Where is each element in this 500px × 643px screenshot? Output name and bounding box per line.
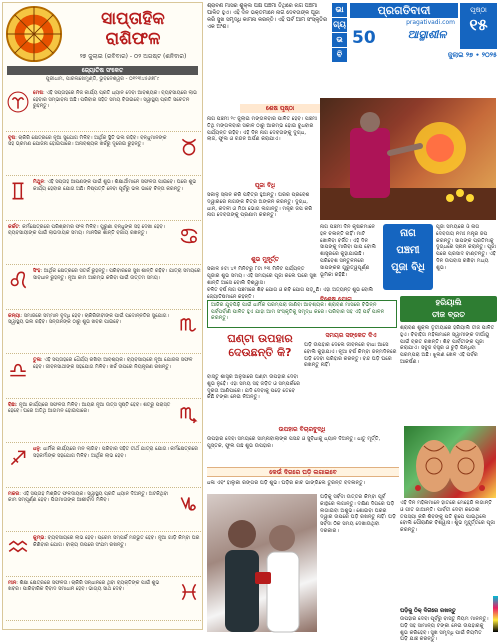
- section-tags: [332, 3, 348, 65]
- article-body: ନାଗ ପଞ୍ଚମୀ ଦିନ କୃଷକମାନେ ହଳ ଚଳାନ୍ତି ନାହିଁ। ମାଟି ଖୋଳିବା ବର୍ଜିତ। ଏହି ଦିନ ସାପଙ୍କୁ ମାରିବା ପାପ ବୋଲି ଶାସ୍ତ୍ରରେ କୁହାଯାଇଛି। ପରିବେଶ ସନ୍ତୁଳନରେ ସାପଙ୍କର ଗୁରୁତ୍ୱପୂର୍ଣ୍ଣ ଭୂମିକା ରହିଛି।: [320, 224, 377, 278]
- sign-item: ସିଂହ: ଆର୍ଥିକ କ୍ଷେତ୍ରରେ ସତର୍କ ରୁହନ୍ତୁ। ପରିବାରରେ ସୁଖ ଶାନ୍ତି ରହିବ। ଯାତ୍ରା ସମୟରେ ସାବଧାନ ରୁହନ୍ତୁ। ନୂଆ କାମ ଆରମ୍ଭ କରିବା ପାଇଁ ଉତ୍ତମ ସମୟ।: [6, 265, 201, 310]
- issue-date: ଜୁଲାଇ ୨୭ • ୨୦୨୫: [447, 51, 497, 59]
- clock-gift-subhead: ଉପହାର ବିଚାରବୁଦ୍ଧି: [278, 426, 326, 433]
- sign-item: ମୀନ: ଶିକ୍ଷା କ୍ଷେତ୍ରରେ ସଫଳତା। ଚାକିରି ସନ୍ଧାନରେ ଥିବା ବ୍ୟକ୍ତିଙ୍କ ପାଇଁ ଶୁଭ ଖବର। ପାରିବାରିକ ବିବାଦ ସମାଧାନ ହେବ। ଭାଗ୍ୟ ସାଥ ଦେବ।: [6, 577, 201, 622]
- sign-text: ବ୍ୟବସାୟରେ ଲାଭ ହେବ। ପ୍ରେମ ସମ୍ପର୍କ ମଜଭୁତ ହେବ। ନୂଆ ଗାଡ଼ି କିମ୍ବା ଘର କିଣିବାର ଯୋଗ। ବାକ୍ୟ ଉପରେ ସଂଯମ ରଖନ୍ତୁ।: [33, 535, 200, 548]
- mehendi-illustration: [404, 426, 496, 498]
- sign-text: ଶିକ୍ଷା କ୍ଷେତ୍ରରେ ସଫଳତା। ଚାକିରି ସନ୍ଧାନରେ ଥିବା ବ୍ୟକ୍ତିଙ୍କ ପାଇଁ ଶୁଭ ଖବର। ପାରିବାରିକ ବିବାଦ ସମାଧାନ ହେବ। ଭାଗ୍ୟ ସାଥ ଦେବ।: [8, 579, 160, 593]
- puja-photo: [320, 98, 496, 220]
- clock-gift-body: ଧଳା ଏବଂ ହାଲୁକା ରଙ୍ଗର ଘଡ଼ି ଶୁଭ। ଘଡ଼ିର କାଚ ଭାଙ୍ଗିଲେ ତୁରନ୍ତ ବଦଳାନ୍ତୁ।: [207, 480, 366, 486]
- sign-text: ଏହି ସପ୍ତାହ ମିଶ୍ରିତ ଫଳଦାୟକ। ସ୍ୱାସ୍ଥ୍ୟ ପ୍ରତି ଧ୍ୟାନ ଦିଅନ୍ତୁ। ଅଟକିଥିବା କାମ ସମ୍ପୂର୍ଣ୍ଣ ହେବ। ପିତାମାତାଙ୍କ ଆଶୀର୍ବାଦ ମିଳିବ।: [8, 490, 169, 504]
- hariyali-line1: ହରିୟାଲି: [435, 298, 462, 307]
- sign-name: ମୀନ: [8, 579, 17, 586]
- sign-item: ବିଛା: ନୂଆ କାର୍ଯ୍ୟରେ ସଫଳତା ମିଳିବ। ଆୟର ନୂଆ ଉତ୍ସ ସୃଷ୍ଟି ହେବ। ଶତ୍ରୁ ପରାସ୍ତ ହେବେ। ଘରେ ଅତିଥି ଆଗମନ ହୋଇପାରେ।: [6, 399, 201, 444]
- aquarius-icon: [7, 536, 29, 558]
- nag-line3: ପୂଜା ବିଧି: [391, 262, 425, 273]
- sign-text: ସମାଜରେ ସମ୍ମାନ ବୃଦ୍ଧି ହେବ। ଚାକିରିଜୀବୀଙ୍କ ପାଇଁ ପଦୋନ୍ନତିର ସୁଯୋଗ। ସ୍ୱାସ୍ଥ୍ୟ ଭଲ ରହିବ। ସନ୍ତାନଙ୍କ ଠାରୁ ଶୁଭ ଖବର ପାଇବେ।: [8, 312, 169, 326]
- horoscope-title: [67, 9, 199, 49]
- horoscope-title-line2: ରାଶିଫଳ: [105, 29, 161, 49]
- sign-name: ମିଥୁନ: [33, 179, 44, 185]
- sign-item: ମକର: ଏହି ସପ୍ତାହ ମିଶ୍ରିତ ଫଳଦାୟକ। ସ୍ୱାସ୍ଥ୍ୟ ପ୍ରତି ଧ୍ୟାନ ଦିଅନ୍ତୁ। ଅଟକିଥିବା କାମ ସମ୍ପୂର୍ଣ୍ଣ ହେବ। ପିତାମାତାଙ୍କ ଆଶୀର୍ବାଦ ମିଳିବ।: [6, 488, 201, 533]
- sign-text: ଏହି ସପ୍ତାହରେ ଧୈର୍ଯ୍ୟ ରଖିବା ଆବଶ୍ୟକ। ବ୍ୟବସାୟରେ ନୂଆ ଯୋଜନା ସଫଳ ହେବ। ଜୀବନସାଥୀଙ୍କ ସହଯୋଗ ମିଳିବ। ଖର୍ଚ୍ଚ ଉପରେ ନିୟନ୍ତ୍ରଣ ରଖନ୍ତୁ।: [33, 357, 193, 370]
- sign-item: ତୁଳା: ଏହି ସପ୍ତାହରେ ଧୈର୍ଯ୍ୟ ରଖିବା ଆବଶ୍ୟକ। ବ୍ୟବସାୟରେ ନୂଆ ଯୋଜନା ସଫଳ ହେବ। ଜୀବନସାଥୀଙ୍କ ସହଯୋଗ ମିଳିବ। ଖର୍ଚ୍ଚ ଉପରେ ନିୟନ୍ତ୍ରଣ ରଖନ୍ତୁ।: [6, 354, 201, 399]
- article-body: ନାଗ ପଞ୍ଚମୀ ୨୯ ଜୁଲାଇ ମଙ୍ଗଳବାର ପାଳିତ ହେବ। ପଞ୍ଚମୀ ତିଥି ମଙ୍ଗଳବାର ସକାଳ ଠାରୁ ଆରମ୍ଭ ହୋଇ ବୁଧବାର ପର୍ଯ୍ୟନ୍ତ ରହିବ। ଏହି ଦିନ ନାଗ ଦେବତାଙ୍କୁ ଦୁଗ୍ଧ, ଲାଜ, ଫୁଲ ଓ ଚନ୍ଦନ ଅର୍ପଣ କରାଯାଏ।: [207, 116, 317, 143]
- newspaper-brand: ପ୍ରଗତିବାଦୀ: [350, 3, 458, 18]
- sign-text: ଧାର୍ମିକ କାର୍ଯ୍ୟରେ ମନ ଲାଗିବ। ପରିବାର ସହିତ ତୀର୍ଥ ଯାତ୍ରା ଯୋଗ। କର୍ମକ୍ଷେତ୍ରରେ ସହକର୍ମୀଙ୍କ ସହଯୋଗ ମିଳିବ। ଆର୍ଥିକ ଲାଭ ହେବ।: [33, 446, 198, 459]
- sign-text: ଏହି ସପ୍ତାହ ଆପଣଙ୍କ ପାଇଁ ଶୁଭ। ଶିକ୍ଷାର୍ଥୀମାନେ ସଫଳତା ପାଇବେ। ଘରେ ଶୁଭ କାର୍ଯ୍ୟ ହେବାର ଯୋଗ ଅଛି। ନିଷ୍ପତ୍ତି ନେବା ପୂର୍ବରୁ ଭଲ ଭାବେ ଚିନ୍ତା କରନ୍ତୁ।: [33, 179, 197, 192]
- clock-gift-headline: [220, 332, 300, 372]
- sign-text: ନୂଆ କାର୍ଯ୍ୟରେ ସଫଳତା ମିଳିବ। ଆୟର ନୂଆ ଉତ୍ସ ସୃଷ୍ଟି ହେବ। ଶତ୍ରୁ ପରାସ୍ତ ହେବେ। ଘରେ ଅତିଥି ଆଗମନ ହୋଇପାରେ।: [8, 401, 171, 415]
- sign-name: କର୍କଟ: [8, 223, 19, 230]
- nag-line1: ନାଗ: [400, 228, 416, 239]
- sign-name: ବୃଷ: [8, 134, 16, 141]
- newspaper-url: pragativadi.com: [406, 19, 455, 26]
- clock-gift-body: ଉପହାର ଦେବା ପୂର୍ବରୁ ବାସ୍ତୁ ନିୟମ ମାନନ୍ତୁ। ଘଡ଼ି ସହ ସାମାନ୍ୟ ଟଙ୍କା ନେଇ ଉପହାରକୁ ଶୁଭ କରିହେବ। ସୁଖ ସମୃଦ୍ଧି ପାଇଁ ନିୟମିତ ଘଡ଼ି ଯାଞ୍ଚ କରନ୍ତୁ।: [400, 616, 489, 643]
- article-body: ପୂଜା ସମୟରେ ଓଁ ନାଗ ଦେବତାୟ ନମଃ ମନ୍ତ୍ର ଜପ କରନ୍ତୁ। ସାପଙ୍କ ପ୍ରତିମାକୁ ଦୁଗ୍ଧରେ ସ୍ନାନ କରାନ୍ତୁ। ପୂଜା ପରେ ପ୍ରସାଦ ବାଣ୍ଟନ୍ତୁ। ଏହି ଦିନ ଉପବାସ ରଖିବା ମଧ୍ୟ ଶୁଭ।: [436, 224, 496, 271]
- supplement-logo: ଆସ୍ଥାଶୀଳ: [407, 28, 447, 41]
- article-subhead: ଶୁଭ ମୁହୂର୍ତ୍ତ: [251, 256, 279, 263]
- sign-text: ଚାକିରି କ୍ଷେତ୍ରରେ ନୂଆ ସୁଯୋଗ ମିଳିବ। ଆର୍ଥିକ ସ୍ଥିତି ଭଲ ରହିବ। ବନ୍ଧୁମାନଙ୍କ ସହ ଭ୍ରମଣ ଯୋଜନା ହୋଇପାରେ। ଅନାବଶ୍ୟକ ଖର୍ଚ୍ଚରୁ ଦୂରେଇ ରୁହନ୍ତୁ।: [8, 134, 167, 148]
- scorpio-icon: [178, 403, 200, 425]
- article-body: ସକାଳୁ ସ୍ନାନ କରି ପବିତ୍ର ହୁଅନ୍ତୁ। ଘରର ପ୍ରବେଶ ଦ୍ୱାରରେ ନାଗଙ୍କ ଚିତ୍ର ଅଙ୍କନ କରନ୍ତୁ। ଦୁଗ୍ଧ, ଧାନ, କଦଳୀ ଓ ମିଠା ଭୋଗ ଲଗାନ୍ତୁ। ମନ୍ତ୍ର ଜପ କରି ନାଗ ଦେବତାଙ୍କୁ ପ୍ରଣାମ କରନ୍ତୁ।: [207, 192, 313, 219]
- section-tag: ଗ୍ୟ: [332, 18, 347, 32]
- sign-text: ଆର୍ଥିକ କ୍ଷେତ୍ରରେ ସତର୍କ ରୁହନ୍ତୁ। ପରିବାରରେ ସୁଖ ଶାନ୍ତି ରହିବ। ଯାତ୍ରା ସମୟରେ ସାବଧାନ ରୁହନ୍ତୁ। ନୂଆ କାମ ଆରମ୍ଭ କରିବା ପାଇଁ ଉତ୍ତମ ସମୟ।: [33, 268, 201, 281]
- teej-body: ଶ୍ରାବଣ ଶୁକ୍ଲ ତୃତୀୟାରେ ହରିୟାଲି ତୀଜ ପାଳିତ ହୁଏ। ବିବାହିତା ମହିଳାମାନେ ସ୍ୱାମୀଙ୍କ ଦୀର୍ଘାୟୁ ପାଇଁ ବ୍ରତ ରଖନ୍ତି। ଶିବ ପାର୍ବତୀଙ୍କ ପୂଜା କରାଯାଏ। ସବୁଜ ବସ୍ତ୍ର ଓ ଚୁଡ଼ି ପିନ୍ଧିବା ପରମ୍ପରା ଅଛି। ଝୁଲଣ ଖେଳ ଏହି ପର୍ବର ଆକର୍ଷଣ।: [400, 325, 495, 365]
- pisces-icon: [178, 581, 200, 603]
- article-kicker: ଶେଷ ପୃଷ୍ଠା: [240, 104, 320, 113]
- article-body: ସକାଳ ୫ଟା ୪୧ ମିନିଟରୁ ୮ଟା ୨୩ ମିନିଟ ପର୍ଯ୍ୟନ୍ତ ପୂଜାର ଶୁଭ ସମୟ। ଏହି ସମୟରେ ପୂଜା କଲେ ଘରେ ସୁଖ ଶାନ୍ତି ଆସେ ବୋଲି ବିଶ୍ୱାସ।: [207, 266, 317, 286]
- clock-direction-band: କେଉଁ ଦିଗରେ ଘଡ଼ି ଲଗାଇବେ: [207, 467, 399, 477]
- astrologer-name: ଜ୍ୟୋତିଷ ସଂକେତ: [7, 66, 198, 75]
- leo-icon: [7, 269, 29, 291]
- sign-item: ଧନୁ: ଧାର୍ମିକ କାର୍ଯ୍ୟରେ ମନ ଲାଗିବ। ପରିବାର ସହିତ ତୀର୍ଥ ଯାତ୍ରା ଯୋଗ। କର୍ମକ୍ଷେତ୍ରରେ ସହକର୍ମୀଙ୍କ ସହଯୋଗ ମିଳିବ। ଆର୍ଥିକ ଲାଭ ହେବ।: [6, 443, 201, 488]
- sign-name: ମକର: [8, 490, 20, 497]
- anniversary-badge: 50: [352, 28, 376, 48]
- sign-item: ବୃଷ: ଚାକିରି କ୍ଷେତ୍ରରେ ନୂଆ ସୁଯୋଗ ମିଳିବ। ଆର୍ଥିକ ସ୍ଥିତି ଭଲ ରହିବ। ବନ୍ଧୁମାନଙ୍କ ସହ ଭ୍ରମଣ ଯୋଜନା ହୋଇପାରେ। ଅନାବଶ୍ୟକ ଖର୍ଚ୍ଚରୁ ଦୂରେଇ ରୁହନ୍ତୁ।: [6, 132, 201, 177]
- page-number-box: [460, 3, 497, 49]
- virgo-icon: [178, 314, 200, 336]
- horoscope-header: [3, 3, 202, 83]
- sign-name: ତୁଳା: [33, 357, 41, 363]
- taurus-icon: [178, 136, 200, 158]
- sign-name: ସିଂହ: [33, 268, 41, 274]
- clock-gift-subhead: ସମୟର ସଙ୍କେତ ଦିଏ: [325, 332, 377, 339]
- sign-item: କନ୍ୟା: ସମାଜରେ ସମ୍ମାନ ବୃଦ୍ଧି ହେବ। ଚାକିରିଜୀବୀଙ୍କ ପାଇଁ ପଦୋନ୍ନତିର ସୁଯୋଗ। ସ୍ୱାସ୍ଥ୍ୟ ଭଲ ରହିବ। ସନ୍ତାନଙ୍କ ଠାରୁ ଶୁଭ ଖବର ପାଇବେ।: [6, 310, 201, 355]
- libra-icon: [7, 358, 29, 380]
- section-tag: ଭା: [332, 3, 347, 17]
- sign-item: ମେଷ: ଏହି ସପ୍ତାହରେ ନିଜ କାର୍ଯ୍ୟ ପ୍ରତି ଧ୍ୟାନ ଦେବା ଆବଶ୍ୟକ। ବ୍ୟବସାୟରେ ଲାଭ ହେବାର ସମ୍ଭାବନା ଅଛି। ପରିବାର ସହିତ ସମୟ ବିତାଇବେ। ସ୍ୱାସ୍ଥ୍ୟ ପ୍ରତି ସଚେତନ ରୁହନ୍ତୁ।: [6, 87, 201, 132]
- couple-photo: [207, 494, 317, 632]
- gemini-icon: [7, 180, 29, 202]
- hariyali-line2: ତୀଜ ବ୍ରତ: [432, 310, 465, 319]
- section-tag: ବି: [332, 48, 347, 62]
- page-label: ପୃଷ୍ଠା: [470, 6, 487, 14]
- clock-gift-line1: ଘଣ୍ଟା ଉପହାର: [227, 332, 293, 345]
- nag-line2: ପଞ୍ଚମୀ: [396, 245, 420, 256]
- clock-highlight: ଘଡ଼ିକୁ ଠିକ୍ ଦିଗରେ ରଖନ୍ତୁ: [400, 608, 456, 614]
- horoscope-date-range: ୨୭ ଜୁଲାଇ (ରବିବାର) - ୦୨ ଅଗଷ୍ଟ (ଶନିବାର): [79, 53, 187, 60]
- page-number: ୧୫: [469, 15, 488, 34]
- nag-panchami-box: [383, 224, 433, 290]
- print-color-bar: [493, 596, 498, 632]
- sign-name: ବିଛା: [8, 401, 16, 408]
- article-subhead: ପୂଜା ବିଧି: [254, 182, 276, 189]
- sign-list: [6, 87, 201, 621]
- front-teaser: ଶ୍ରାବଣ ମାସର ଶୁକ୍ଲ ପକ୍ଷ ପଞ୍ଚମୀ ତିଥିରେ ନାଗ ପଞ୍ଚମୀ ପାଳିତ ହୁଏ। ଏହି ଦିନ ଭକ୍ତମାନେ ନାଗ ଦେବତାଙ୍କ ପୂଜା କରି ସୁଖ ସମୃଦ୍ଧି କାମନା କରନ୍ତି। ଏହି ପର୍ବ ଆମ ସଂସ୍କୃତିର ଏକ ଅଂଶ।: [207, 3, 328, 30]
- horoscope-column: [2, 2, 203, 630]
- mehendi-photo: [404, 426, 496, 498]
- capricorn-icon: [178, 492, 200, 514]
- sign-name: କନ୍ୟା: [8, 312, 21, 319]
- clock-gift-line2: ଦେଉଛନ୍ତି କି?: [228, 346, 292, 359]
- horoscope-title-line1: ସାପ୍ତାହିକ: [101, 9, 165, 29]
- puja-illustration: [320, 98, 496, 220]
- article-subhead: ବିଶେଷ ଯୋଗ: [320, 296, 352, 303]
- zodiac-wheel-icon: [5, 5, 63, 63]
- astrologer-address: ପୁରୀଧାମ, ପାରଳାଖେମୁଣ୍ଡି, ଭୁବନେଶ୍ୱର - ୦୧୨୩୪୫୬୭୮୯: [45, 76, 160, 82]
- sign-item: ମିଥୁନ: ଏହି ସପ୍ତାହ ଆପଣଙ୍କ ପାଇଁ ଶୁଭ। ଶିକ୍ଷାର୍ଥୀମାନେ ସଫଳତା ପାଇବେ। ଘରେ ଶୁଭ କାର୍ଯ୍ୟ ହେବାର ଯୋଗ ଅଛି। ନିଷ୍ପତ୍ତି ନେବା ପୂର୍ବରୁ ଭଲ ଭାବେ ଚିନ୍ତା କରନ୍ତୁ।: [6, 176, 201, 221]
- cancer-icon: [178, 225, 200, 247]
- sign-item: କର୍କଟ: କର୍ମକ୍ଷେତ୍ରରେ ପରିଶ୍ରମର ଫଳ ମିଳିବ। ପୁରୁଣା ବନ୍ଧୁଙ୍କ ସହ ଦେଖା ହେବ। ବ୍ୟବସାୟୀଙ୍କ ପାଇଁ ଲାଭଦାୟକ ସମୟ। ମାନସିକ ଶାନ୍ତି ବଜାୟ ରଖନ୍ତୁ।: [6, 221, 201, 266]
- article-body: ଚଳିତ ବର୍ଷ ନାଗ ପଞ୍ଚମୀରେ ଶିବ ଯୋଗ ଓ ରବି ଯୋଗ ପଡ଼ୁଛି। ଏହା ଅତ୍ୟନ୍ତ ଶୁଭ ବୋଲି ଜ୍ୟୋତିଷମାନେ କହନ୍ତି।: [207, 287, 373, 300]
- clock-gift-body: ବାସ୍ତୁ ଶାସ୍ତ୍ର ଅନୁସାରେ ଘଣ୍ଟା ଉପହାର ଦେବା ଶୁଭ ନୁହେଁ। ଏହା ସମୟ ସହ ଜଡ଼ିତ ଓ ସମ୍ପର୍କରେ ଦୂରତା ଆଣିପାରେ। ଯଦି ଦେବାକୁ ପଡ଼େ ତେବେ କିଛି ଟଙ୍କା ନେଇ ନିଅନ୍ତୁ।: [207, 374, 301, 401]
- teej-body: ଏହି ଦିନ ମହିଳାମାନେ ହାତରେ ମେହେନ୍ଦି ଲଗାନ୍ତି ଓ ଗୀତ ଗାଆନ୍ତି। ପାର୍ବତୀ ଦେବୀ କଠୋର ତପସ୍ୟା କରି ଶିବଙ୍କୁ ପତି ରୂପେ ପାଇଥିଲେ ବୋଲି ପୌରାଣିକ ବିଶ୍ୱାସ। ଶୁଭ ମୁହୂର୍ତ୍ତରେ ପୂଜା କରନ୍ତୁ।: [400, 500, 496, 534]
- couple-illustration: [207, 494, 317, 632]
- sign-name: ଧନୁ: [33, 446, 40, 452]
- clock-gift-body: ଉପହାର ଦେବା ସମୟରେ ସାମ୍ନାବାଲାଙ୍କ ପସନ୍ଦ ଓ ସୁବିଧାକୁ ଧ୍ୟାନ ଦିଅନ୍ତୁ। ଧାତୁ ମୂର୍ତ୍ତି, ପୁସ୍ତକ, ଫୁଲ ଗଛ ଶୁଭ ଉପହାର।: [207, 436, 381, 449]
- section-tag: ଭ: [332, 33, 347, 47]
- clock-gift-body: ଘଡ଼ି ଉପହାର ଦେଲେ ଜୀବନରେ ବାଧା ଆସେ ବୋଲି କୁହାଯାଏ। ନୂଆ ବର୍ଷ କିମ୍ବା ଜନ୍ମଦିନରେ ଘଡ଼ି ଦେବା ପରିହାର କରନ୍ତୁ। ବନ୍ଦ ଘଡ଼ି ଘରେ ରଖନ୍ତୁ ନାହିଁ।: [304, 342, 397, 369]
- sign-text: କର୍ମକ୍ଷେତ୍ରରେ ପରିଶ୍ରମର ଫଳ ମିଳିବ। ପୁରୁଣା ବନ୍ଧୁଙ୍କ ସହ ଦେଖା ହେବ। ବ୍ୟବସାୟୀଙ୍କ ପାଇଁ ଲାଭଦାୟକ ସମୟ। ମାନସିକ ଶାନ୍ତି ବଜାୟ ରଖନ୍ତୁ।: [8, 223, 166, 237]
- aries-icon: [7, 91, 29, 113]
- sign-name: କୁମ୍ଭ: [33, 535, 45, 541]
- sign-item: କୁମ୍ଭ: ବ୍ୟବସାୟରେ ଲାଭ ହେବ। ପ୍ରେମ ସମ୍ପର୍କ ମଜଭୁତ ହେବ। ନୂଆ ଗାଡ଼ି କିମ୍ବା ଘର କିଣିବାର ଯୋଗ। ବାକ୍ୟ ଉପରେ ସଂଯମ ରଖନ୍ତୁ।: [6, 532, 201, 577]
- green-banner: ଆଜିର ଯୁବପିଢ଼ି ପାଇଁ ଧାର୍ମିକ ପରମ୍ପରା ଜାଣିବା ଆବଶ୍ୟକ। ଶ୍ରାବଣ ମାସରେ ବିଭିନ୍ନ ପର୍ବପର୍ବାଣି ପାଳିତ ହୁଏ ଯାହା ଆମ ସଂସ୍କୃତିକୁ ସମୃଦ୍ଧ କରେ। ପରିବାର ସହ ଏହି ପର୍ବ ପାଳନ କରନ୍ତୁ।: [207, 300, 397, 328]
- clock-gift-body: ଘଡ଼ିକୁ ସର୍ବଦା ଉତ୍ତର କିମ୍ବା ପୂର୍ବ କାନ୍ଥରେ ଲଗାନ୍ତୁ। ଦକ୍ଷିଣ ଦିଗରେ ଘଡ଼ି ଲଗାଇବା ଅଶୁଭ। ଶୋଇବା ଘରର ଦ୍ୱାର ଉପରେ ଘଡ଼ି ରଖନ୍ତୁ ନାହିଁ। ଘଡ଼ି ସର୍ବଦା ଠିକ ସମୟ ଦେଖାଉଥିବା ଦରକାର।: [320, 494, 396, 534]
- sign-name: ମେଷ: [33, 90, 43, 96]
- sagittarius-icon: [7, 447, 29, 469]
- hariyali-teej-head: [400, 296, 497, 322]
- sign-text: ଏହି ସପ୍ତାହରେ ନିଜ କାର୍ଯ୍ୟ ପ୍ରତି ଧ୍ୟାନ ଦେବା ଆବଶ୍ୟକ। ବ୍ୟବସାୟରେ ଲାଭ ହେବାର ସମ୍ଭାବନା ଅଛି। ପରିବାର ସହିତ ସମୟ ବିତାଇବେ। ସ୍ୱାସ୍ଥ୍ୟ ପ୍ରତି ସଚେତନ ରୁହନ୍ତୁ।: [33, 90, 197, 110]
